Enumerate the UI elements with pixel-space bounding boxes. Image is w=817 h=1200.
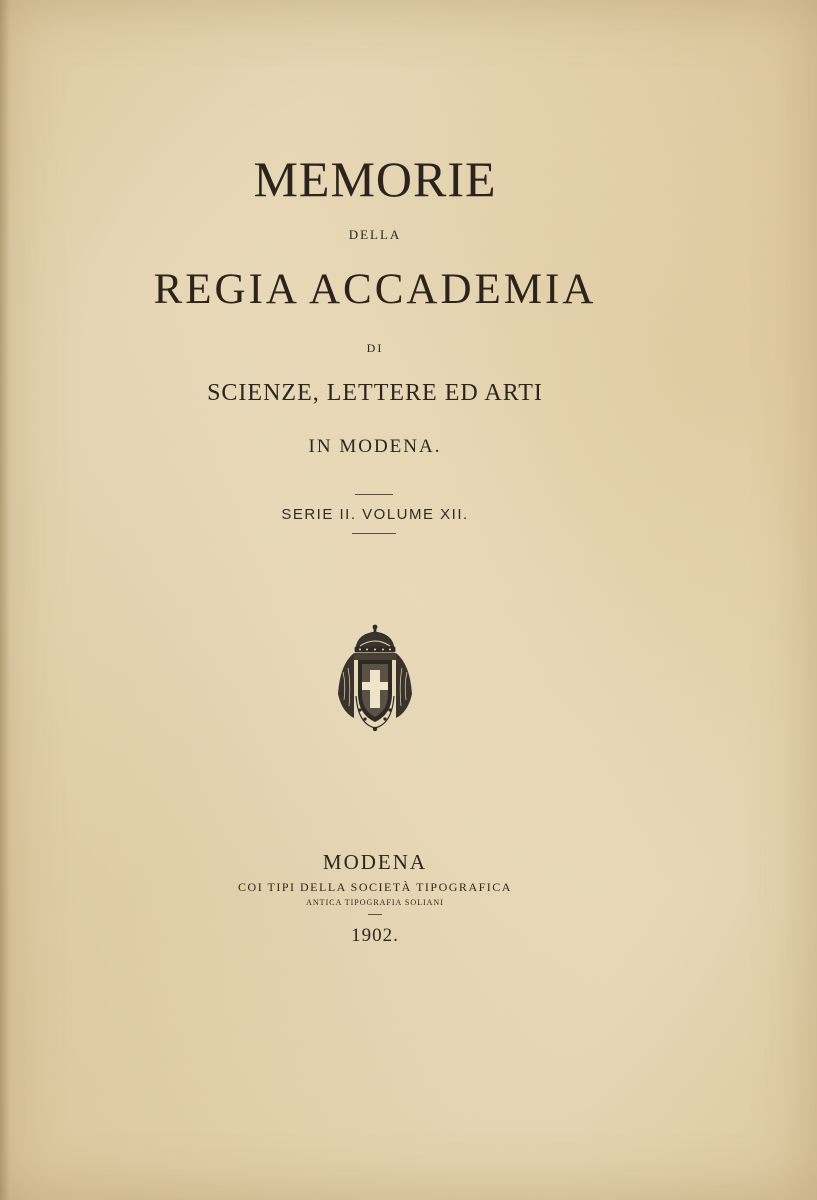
imprint-printer: COI TIPI DELLA SOCIETÀ TIPOGRAFICA (238, 880, 512, 894)
series-volume: SERIE II. VOLUME XII. (281, 506, 469, 523)
royal-coat-of-arms-icon (334, 624, 416, 732)
title-di: DI (366, 341, 384, 355)
title-regia-accademia: REGIA ACCADEMIA (153, 266, 597, 313)
imprint-year: 1902. (351, 925, 399, 946)
series-rule-top (355, 494, 393, 495)
title-memorie: MEMORIE (253, 151, 497, 207)
imprint-printer-sub: ANTICA TIPOGRAFIA SOLIANI (306, 898, 444, 907)
imprint-rule (368, 914, 382, 915)
title-della: DELLA (348, 227, 402, 242)
title-location: IN MODENA. (308, 436, 442, 457)
imprint-city: MODENA (322, 850, 428, 874)
series-rule-bottom (352, 533, 396, 534)
title-fields: SCIENZE, LETTERE ED ARTI (207, 380, 543, 406)
